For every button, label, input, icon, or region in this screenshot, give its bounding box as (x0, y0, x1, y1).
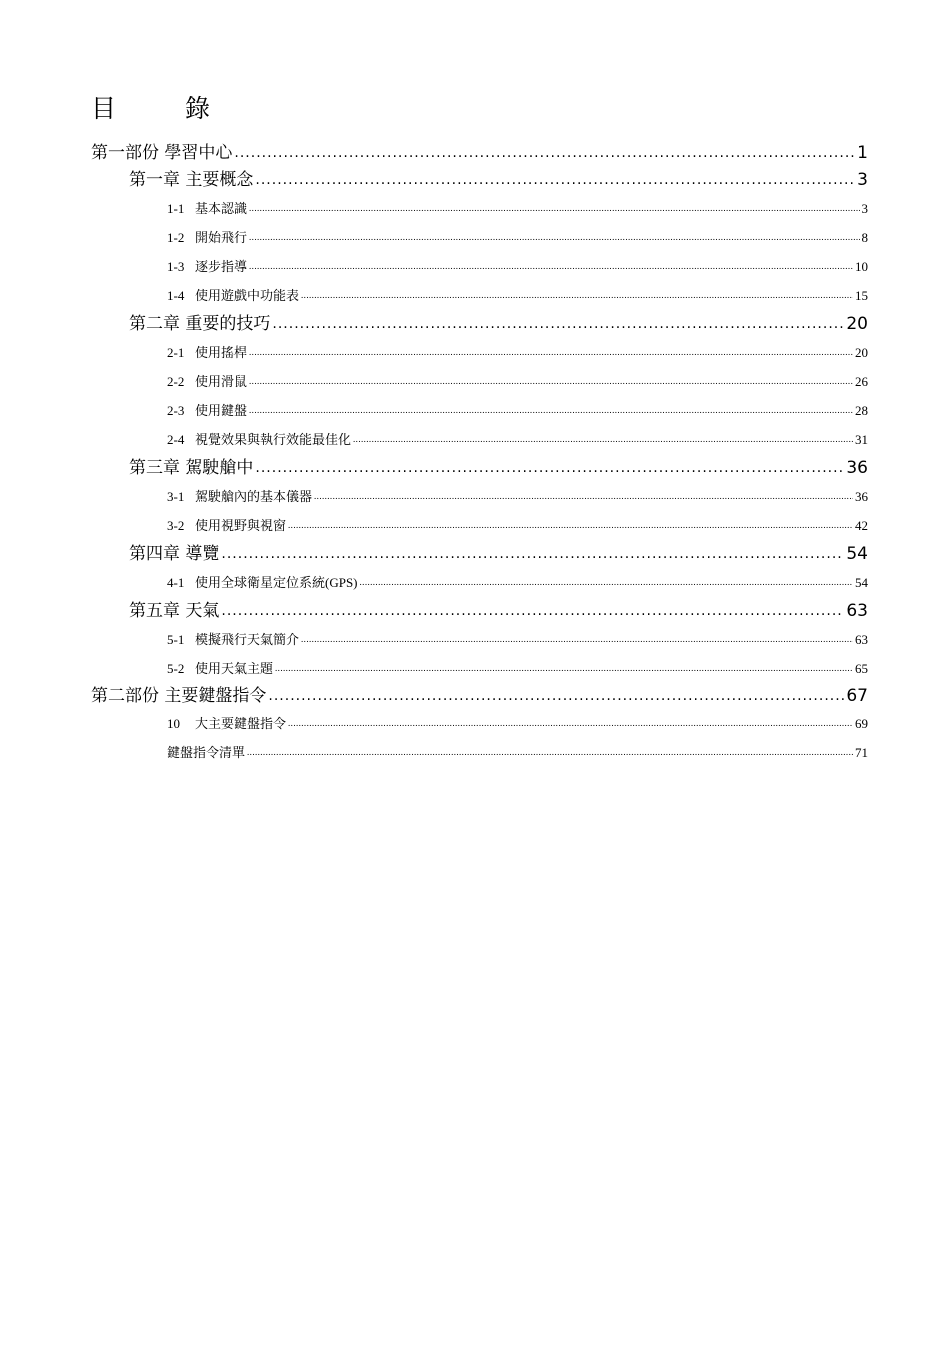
toc-entry-section[interactable] (0, 738, 950, 767)
dot-leader (314, 480, 853, 511)
toc-entry-number: 2-4 (167, 432, 185, 447)
toc-entry-page-number: 54 (846, 544, 868, 564)
dot-leader (301, 623, 853, 654)
toc-entry-page-number: 36 (855, 489, 868, 504)
toc-entry-label (167, 194, 247, 223)
toc-entry-page-number: 28 (855, 403, 868, 418)
toc-entry-page-number: 54 (855, 575, 868, 590)
toc-entry-label (167, 625, 299, 654)
toc-entry-section[interactable] (0, 338, 950, 367)
dot-leader (247, 736, 853, 767)
toc-entry-section[interactable] (0, 654, 950, 683)
toc-entry-section[interactable] (0, 709, 950, 738)
toc-entry-text: 開始飛行 (195, 230, 248, 245)
toc-entry-chapter[interactable] (0, 540, 950, 568)
toc-entry-section[interactable] (0, 425, 950, 454)
toc-entry-number: 10 (167, 716, 180, 731)
dot-leader (249, 365, 853, 396)
dot-leader (255, 165, 855, 194)
toc-entry-text: 基本認識 (195, 201, 248, 216)
toc-entry-number: 5-2 (167, 661, 185, 676)
toc-entry-section[interactable] (0, 396, 950, 425)
toc-entry-number: 1-4 (167, 288, 185, 303)
toc-entry-page-number: 26 (855, 374, 868, 389)
toc-entry-text: 第五章 天氣 (129, 601, 220, 621)
toc-entry-label (167, 367, 247, 396)
toc-entry-text: 第三章 駕駛艙中 (129, 458, 254, 478)
dot-leader (249, 221, 859, 252)
toc-entry-text: 使用遊戲中功能表 (195, 288, 300, 303)
toc-entry-label (129, 310, 270, 338)
toc-entry-page-number: 15 (855, 288, 868, 303)
toc-entry-label (167, 709, 286, 738)
toc-entry-text: 使用視野與視窗 (195, 518, 287, 533)
toc-entry-number: 3-1 (167, 489, 185, 504)
toc-entry-label (129, 597, 219, 625)
toc-entry-text: 第四章 導覽 (129, 544, 220, 564)
toc-entry-text: 大主要鍵盤指令 (195, 716, 287, 731)
toc-title: 目 錄 (91, 94, 233, 123)
toc-entry-chapter[interactable] (0, 454, 950, 482)
toc-entry-page-number: 1 (857, 143, 868, 163)
toc-entry-label (129, 454, 253, 482)
toc-entry-page-number: 3 (861, 201, 868, 216)
toc-entry-label (167, 338, 247, 367)
toc-entry-text: 駕駛艙內的基本儀器 (195, 489, 313, 504)
toc-entry-page-number: 42 (855, 518, 868, 533)
toc-entry-text: 視覺效果與執行效能最佳化 (195, 432, 352, 447)
toc-entry-number: 1-3 (167, 259, 185, 274)
toc-entry-page-number: 63 (855, 632, 868, 647)
toc-entry-page-number: 67 (846, 686, 868, 706)
dot-leader (272, 309, 844, 338)
dot-leader (288, 509, 853, 540)
dot-leader (288, 707, 853, 738)
toc-entry-section[interactable] (0, 568, 950, 597)
toc-entry-label (167, 425, 351, 454)
toc-entry-label (167, 511, 286, 540)
toc-entry-section[interactable] (0, 194, 950, 223)
toc-entry-number: 5-1 (167, 632, 185, 647)
toc-entry-text: 第一部份 學習中心 (91, 143, 233, 163)
dot-leader (221, 539, 844, 568)
dot-leader (360, 566, 853, 597)
toc-entry-page-number: 63 (846, 601, 868, 621)
toc-entry-section[interactable] (0, 252, 950, 281)
toc-entry-number: 3-2 (167, 518, 185, 533)
dot-leader (353, 423, 853, 454)
toc-entry-chapter[interactable] (0, 166, 950, 194)
dot-leader (249, 336, 853, 367)
dot-leader (268, 682, 844, 709)
toc-entry-page-number: 10 (855, 259, 868, 274)
toc-entry-page-number: 69 (855, 716, 868, 731)
toc-entry-page-number: 8 (861, 230, 868, 245)
dot-leader (301, 279, 853, 310)
toc-entry-page-number: 36 (846, 458, 868, 478)
dot-leader (255, 453, 844, 482)
toc-entry-label (167, 482, 312, 511)
toc-entry-label (91, 140, 232, 166)
toc-entry-label (167, 223, 247, 252)
toc-entry-number: 1-2 (167, 230, 185, 245)
toc-entry-label (167, 252, 247, 281)
toc-entry-label (129, 166, 253, 194)
toc-entry-page-number: 65 (855, 661, 868, 676)
dot-leader (234, 139, 855, 166)
toc-entry-section[interactable] (0, 625, 950, 654)
toc-entry-section[interactable] (0, 223, 950, 252)
toc-entry-text: 第一章 主要概念 (129, 170, 254, 190)
toc-entry-number: 2-2 (167, 374, 185, 389)
toc-entry-section[interactable] (0, 281, 950, 310)
toc-entry-page-number: 20 (846, 314, 868, 334)
toc-entry-part[interactable] (0, 683, 950, 709)
toc-entry-text: 第二章 重要的技巧 (129, 314, 271, 334)
toc-entry-number: 2-1 (167, 345, 185, 360)
toc-entry-text: 模擬飛行天氣簡介 (195, 632, 300, 647)
toc-entry-text: 第二部份 主要鍵盤指令 (91, 686, 267, 706)
toc-entry-label (167, 738, 245, 767)
table-of-contents (0, 140, 950, 767)
toc-entry-number: 4-1 (167, 575, 185, 590)
toc-entry-number: 1-1 (167, 201, 185, 216)
toc-entry-page-number: 71 (855, 745, 868, 760)
toc-entry-page-number: 31 (855, 432, 868, 447)
toc-entry-label (129, 540, 219, 568)
toc-entry-text: 使用搖桿 (195, 345, 248, 360)
toc-entry-label (167, 654, 273, 683)
toc-entry-section[interactable] (0, 367, 950, 396)
toc-entry-number: 2-3 (167, 403, 185, 418)
toc-entry-label (167, 281, 299, 310)
dot-leader (221, 596, 844, 625)
toc-entry-chapter[interactable] (0, 310, 950, 338)
toc-entry-text: 使用鍵盤 (195, 403, 248, 418)
toc-entry-page-number: 20 (855, 345, 868, 360)
toc-entry-text: 使用天氣主題 (195, 661, 274, 676)
toc-entry-section[interactable] (0, 511, 950, 540)
dot-leader (249, 394, 853, 425)
toc-entry-text: 逐步指導 (195, 259, 248, 274)
toc-entry-section[interactable] (0, 482, 950, 511)
toc-entry-text: 使用滑鼠 (195, 374, 248, 389)
toc-entry-text: 鍵盤指令清單 (167, 745, 246, 760)
toc-entry-text: 使用全球衛星定位系統(GPS) (195, 575, 358, 590)
toc-entry-page-number: 3 (857, 170, 868, 190)
toc-entry-label (167, 568, 358, 597)
toc-entry-chapter[interactable] (0, 597, 950, 625)
toc-entry-label (91, 683, 266, 709)
toc-entry-part[interactable] (0, 140, 950, 166)
dot-leader (249, 250, 853, 281)
dot-leader (275, 652, 853, 683)
toc-entry-label (167, 396, 247, 425)
dot-leader (249, 192, 859, 223)
